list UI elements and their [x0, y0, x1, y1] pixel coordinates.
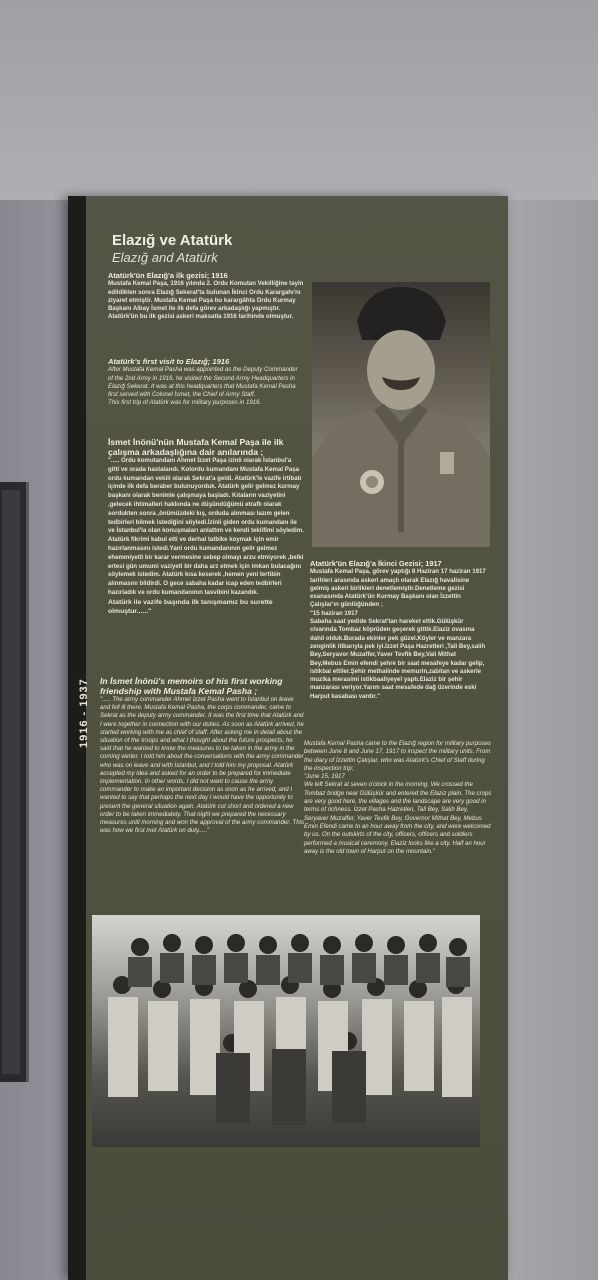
- second-visit-tr-block: [310, 560, 488, 701]
- adjacent-frame: [0, 482, 29, 1082]
- second-visit-date-tr: "15 haziran 1917: [310, 609, 358, 617]
- year-label: 1916 - 1937: [78, 678, 90, 748]
- panel-title: Elazığ ve Atatürk: [112, 232, 233, 249]
- memoir-body-tr-end: Atatürk ile vazife başında ilk tanışmamız bu surette olmuştur......": [108, 598, 273, 615]
- portrait-figure: [312, 282, 490, 547]
- officers-group-photo: [92, 915, 480, 1147]
- first-visit-body-en: After Mustafa Kemal Pasha was appointed as the Deputy Commander of the 2nd Army in 1916, he visited the Second Army Headquarters in Elazığ Sekerat. It was at this headquarters that Mustafa Kemal Pasha first served with Colonel İsmet, the Chief of Army Staff.: [108, 366, 298, 399]
- memoir-body-en: "..... The army commander Ahmet İzzet Pasha went to İstanbul on leave and fell ill there. Mustafa Kemal Pasha, the corps commander, came to Sekrat as the deputy army commander. It was the first time that Atatürk and I were together in connection with our duties. As soon as Atatürk arrived, he started working with me as chief of staff. After asking me in detail about the situation of the troops and what I thought about the future prospects, he said that he wanted to know the measures to be taken in the army in the coming winter. I told him about the conversations with the army commander who was on leave and with İstanbul, and I told him my proposal. Atatürk accepted my idea and asked for an order to be prepared for immediate implementation. In other words, I did not want to cause the army commander to make an important decision as soon as he arrived, and I wanted to say that perhaps the next day I would have the opportunity to present the general situation again. Atatürk cut short and ordered a new order to be taken immediately. That night we prepared the necessary measures until morning and won the approval of the army commander. This was how we first met Atatürk on duty.....": [100, 696, 305, 835]
- memoir-heading-tr: İsmet İnönü'nün Mustafa Kemal Paşa ile ilk çalışma arkadaşlığına dair anılarında ;: [108, 437, 284, 457]
- second-visit-diary-en: We left Sekrat at seven o'clock in the morning. We crossed the Tombaz bridge near Gülüşkür and entered the Elaziz plain. The crops are very good here, the villages and the landscape are very good in terms of richness. İzzet Pasha Hazretleri, Tali Bey, Salih Bey, Seryaver Muzaffer, Yaver Tevfik Bey, Governor Mithat Bey, Mebus Emin Efendi came to an hour away from the city, and were welcomed by us. On the outskirts of the city, officers, officers and soldiers performed a musical ceremony. Elaziz looks like a city. Half an hour away is the old town of Harput on the mountain.": [304, 781, 492, 855]
- group-figures: [92, 915, 480, 1147]
- first-visit-en-block: [108, 358, 304, 408]
- first-visit-body-en-2: This first trip of Atatürk was for military purposes in 1916.: [108, 399, 262, 407]
- second-visit-heading-tr: Atatürk'ün Elazığ'a İkinci Gezisi; 1917: [310, 559, 442, 568]
- first-visit-heading-en: Atatürk's first visit to Elazığ; 1916: [108, 357, 230, 366]
- memoir-en-block: [100, 676, 304, 835]
- first-visit-body-tr: Mustafa Kemal Paşa, 1916 yılında 2. Ordu Komutan Vekilliğine tayin edildikten sonra Elazığ Sekerat'ta bulunan İkinci Ordu Karargahı'nı ziyaret etmiştir. Mustafa Kemal Paşa bu karargâhta Ordu Kurmay Başkanı Albay İsmet ile ilk defa görev arkadaşlığı yapmıştır. Atatürk'ün bu ilk gezisi askeri maksatla 1916 tarihinde olmuştur.: [108, 280, 304, 321]
- second-visit-body-en: Mustafa Kemal Pasha came to the Elazığ region for military purposes between June 8 and June 17, 1917 to inspect the military units. From the diary of İzzettin Çalışlar, who was Atatürk's Chief of Staff during the inspection trip;: [304, 740, 491, 772]
- second-visit-diary-tr: Sabaha saat yedide Sekrat'tan hareket ettik.Gülüşkür civarında Tombaz köprüden geçerek gittik.Elaziz ovasına dahil olduk.Burada ekinler pek güzel.Köyler ve manzara zenginlik itibarıyla pek iyi.İzzet Paşa Hazretleri ,Tali Bey,salih Bey,Seryavor Muzaffer,Yaver Tevfik Bey,Vali Mithat Bey,Mebus Emin efendi şehre bir saat mesafeye kadar gelip, istikbal ettiler.Şehir methalinde memurin,zabitan ve askerle muzika merasimi istikbaaliyeyel yaptı.Elaziz bir şehir manzarası veriyor.Yarım saat mesafede dağ üzerinde eski Harput kasabası vardır.": [310, 618, 486, 700]
- ataturk-portrait-photo: [312, 282, 490, 547]
- wall-background: [0, 0, 598, 200]
- adjacent-frame-inner: [2, 490, 20, 1074]
- memoir-body-tr: "..... Ordu komutandanı Ahmet İzzet Paşa izinli olarak İstanbul'a gitti ve orada hastalandı. Kolordu kumandanı Mustafa Kemal Paşa ordu kumandan vekili olarak Sekrat'a geldi. Atatürk'le vazife irtibatı içinde ilk defa beraber bulunuyorduk. Atatürk gelir gelmez kurmay başkanı olarak benimle çalışmaya başladı. Kıtaların vaziyetini ,gelecek ihtimalleri hakkında ne düşündüğümü etraflı olarak sordukten sonra ,önümüzdeki kış, orduda alınması lazım gelen tedbirleri bilmek istediğini söyledi.İzinli giden ordu kumandanı ile ve İstanbul'la olan konuşmaları anlattım ve kendi teklifimi söyledim. Atatürk fikrimi kabul etti ve derhal tatbike koymak için emir hazırlanmasını istedi.Yani ordu kumandanının gelir gelmez ehemmiyetli bir karar vermesine sebep olmayı arzu etmiyorek ,belki ertesi gün umumi vaziyeti bir daha arz etmek için imkan bulacağını söylemek istedim. Atatürk kısa keserek ,hemen yeni tertibin alınmasını bildirdi. O gece sabaha kadar icap eden tedbirleri hazırladık ve ordu kumandanının tasvibini kazandık.: [108, 457, 304, 596]
- first-visit-tr-block: [108, 272, 304, 322]
- second-visit-body-tr: Mustafa Kemal Paşa, görev yaptığı 8 Haziran 17 haziran 1917 tarihleri arasında askeri amaçlı olarak Elazığ havalisine gelmiş askeri birlikleri denetlemiştir.Denetleme gezisi esanasında Atatürk'ün Kurmay Başkanı olan İzzettin Çalışlar'ın günlüğünden ;: [310, 568, 486, 609]
- second-visit-date-en: "June 15, 1917: [304, 773, 345, 781]
- first-visit-heading-tr: Atatürk'ün Elazığ'a ilk gezisi; 1916: [108, 271, 228, 280]
- memoir-heading-en: In İsmet İnönü's memoirs of his first working friendship with Mustafa Kemal Pasha ;: [100, 676, 283, 696]
- panel-subtitle: Elazığ and Atatürk: [112, 250, 218, 265]
- memoir-tr-block: [108, 437, 304, 616]
- second-visit-en-block: [304, 740, 492, 856]
